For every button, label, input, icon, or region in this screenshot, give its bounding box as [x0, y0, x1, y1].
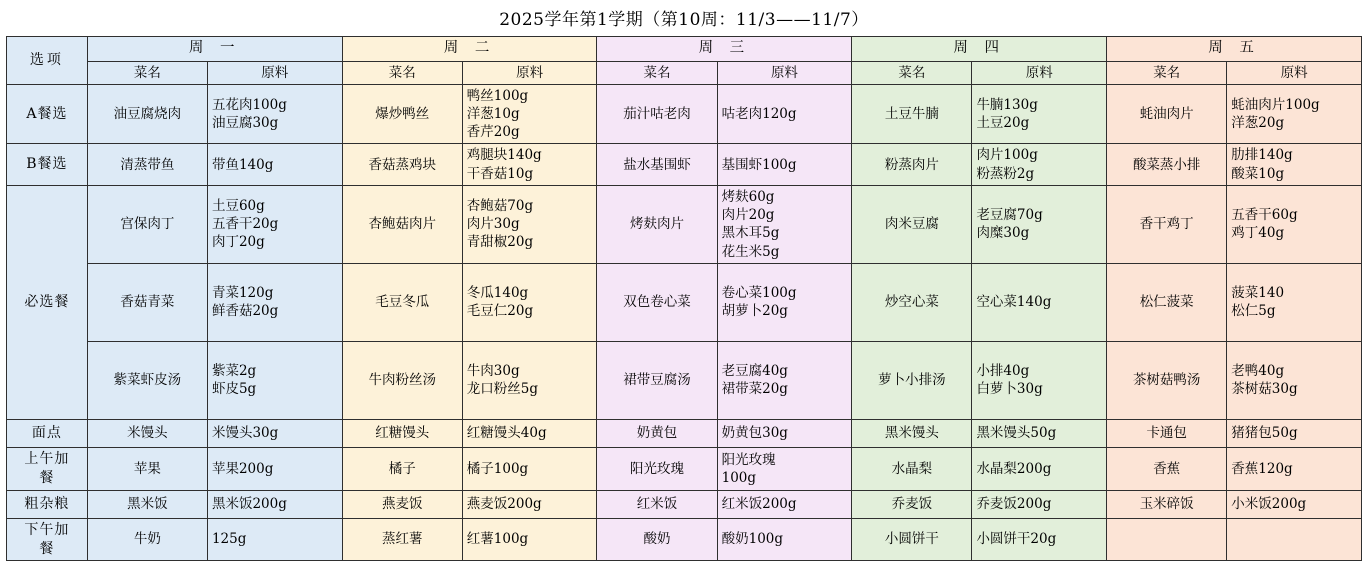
table-row	[7, 144, 1362, 185]
dish-name-cell: 香干鸡丁	[1107, 185, 1227, 263]
ingredient-cell	[1227, 490, 1362, 518]
ingredient-line: 虾皮5g	[211, 381, 257, 398]
ingredient-cell	[717, 419, 852, 447]
ingredient-line: 五花肉100g	[211, 96, 287, 113]
dish-name-cell: 苹果	[87, 447, 207, 490]
ingredient-cell	[1227, 84, 1362, 144]
ingredient-cell	[1227, 263, 1362, 341]
ingredient-cell	[717, 341, 852, 419]
dish-name-cell: 香菇蒸鸡块	[342, 144, 462, 185]
ingredient-cell	[717, 185, 852, 263]
ingredient-subheader-1: 原料	[207, 61, 342, 84]
dish-name-cell: 红米饭	[597, 490, 717, 518]
ingredient-cell	[462, 419, 597, 447]
ingredient-line: 肋排140g	[1231, 147, 1293, 164]
dish-subheader-4: 菜名	[852, 61, 972, 84]
ingredient-line: 洋葱20g	[1231, 115, 1285, 132]
ingredient-cell	[972, 447, 1107, 490]
dish-name-cell: 橘子	[342, 447, 462, 490]
ingredient-line: 白萝卜30g	[976, 381, 1043, 398]
ingredient-line: 牛肉30g	[466, 363, 520, 380]
dish-name-cell: 燕麦饭	[342, 490, 462, 518]
dish-name-cell: 松仁菠菜	[1107, 263, 1227, 341]
ingredient-line: 老豆腐40g	[721, 363, 788, 380]
ingredient-line: 肉丁20g	[211, 234, 265, 251]
ingredient-subheader-4: 原料	[972, 61, 1107, 84]
ingredient-cell	[1227, 185, 1362, 263]
dish-subheader-3: 菜名	[597, 61, 717, 84]
ingredient-line: 红米饭200g	[721, 496, 797, 513]
ingredient-line: 卷心菜100g	[721, 285, 797, 302]
ingredient-line: 胡萝卜20g	[721, 303, 788, 320]
row-label-line: 上午加	[24, 450, 70, 467]
page-title: 2025学年第1学期（第10周：11/3——11/7）	[499, 10, 869, 30]
dish-subheader-2: 菜名	[342, 61, 462, 84]
ingredient-cell	[207, 185, 342, 263]
ingredient-line: 乔麦饭200g	[976, 496, 1052, 513]
dish-name-cell: 蒸红薯	[342, 518, 462, 561]
ingredient-line: 肉片20g	[721, 207, 775, 224]
dish-subheader-5: 菜名	[1107, 61, 1227, 84]
ingredient-cell	[462, 447, 597, 490]
ingredient-line: 黑米饭200g	[211, 496, 287, 513]
table-row	[7, 447, 1362, 490]
row-label-line: 下午加	[24, 521, 70, 538]
ingredient-line: 苹果200g	[211, 460, 274, 477]
row-label: B餐选	[7, 144, 88, 185]
ingredient-line: 橘子100g	[466, 460, 529, 477]
ingredient-line: 奶黄包30g	[721, 425, 788, 442]
ingredient-cell	[462, 490, 597, 518]
ingredient-line: 空心菜140g	[976, 294, 1052, 311]
ingredient-line: 红薯100g	[466, 531, 529, 548]
dish-name-cell: 牛奶	[87, 518, 207, 561]
table-row	[7, 490, 1362, 518]
table-row	[7, 518, 1362, 561]
ingredient-line: 茶树菇30g	[1231, 381, 1298, 398]
dish-name-cell: 油豆腐烧肉	[87, 84, 207, 144]
ingredient-cell	[462, 144, 597, 185]
dish-name-cell: 牛肉粉丝汤	[342, 341, 462, 419]
ingredient-line: 肉糜30g	[976, 225, 1030, 242]
ingredient-line: 黑米馒头50g	[976, 425, 1057, 442]
ingredient-line: 鲜香菇20g	[211, 303, 279, 320]
row-label: 粗杂粮	[7, 490, 88, 518]
ingredient-cell	[462, 185, 597, 263]
ingredient-line: 香蕉120g	[1231, 460, 1293, 477]
dish-name-cell: 茄汁咕老肉	[597, 84, 717, 144]
ingredient-cell	[207, 490, 342, 518]
dish-name-cell: 蚝油肉片	[1107, 84, 1227, 144]
ingredient-line: 小排40g	[976, 363, 1030, 380]
ingredient-line: 洋葱10g	[466, 106, 520, 122]
ingredient-cell	[972, 263, 1107, 341]
dish-name-cell: 双色卷心菜	[597, 263, 717, 341]
ingredient-cell	[207, 419, 342, 447]
ingredient-line: 鸡丁40g	[1231, 225, 1285, 242]
ingredient-line: 老鸭40g	[1231, 363, 1285, 380]
dish-name-cell: 卡通包	[1107, 419, 1227, 447]
ingredient-line: 冬瓜140g	[466, 285, 529, 302]
ingredient-line: 鸡腿块140g	[466, 147, 542, 164]
ingredient-line: 肉片100g	[976, 147, 1038, 164]
ingredient-cell	[207, 518, 342, 561]
ingredient-line: 裙带菜20g	[721, 381, 788, 398]
table-row	[7, 185, 1362, 263]
ingredient-line: 酸菜10g	[1231, 165, 1285, 182]
dish-name-cell: 宫保肉丁	[87, 185, 207, 263]
ingredient-cell	[972, 419, 1107, 447]
dish-name-cell: 黑米馒头	[852, 419, 972, 447]
ingredient-line: 鸭丝100g	[466, 87, 529, 104]
ingredient-cell	[972, 490, 1107, 518]
dish-name-cell: 紫菜虾皮汤	[87, 341, 207, 419]
ingredient-cell	[717, 144, 852, 185]
ingredient-line: 花生米5g	[721, 243, 780, 260]
ingredient-cell	[1227, 518, 1362, 561]
ingredient-line: 酸奶100g	[721, 531, 784, 548]
ingredient-line: 五香干60g	[1231, 207, 1298, 224]
ingredient-cell	[717, 263, 852, 341]
ingredient-line: 紫菜2g	[211, 363, 257, 380]
dish-name-cell: 玉米碎饭	[1107, 490, 1227, 518]
dish-name-cell: 香蕉	[1107, 447, 1227, 490]
ingredient-line: 土豆60g	[211, 198, 265, 215]
row-label: A餐选	[7, 84, 88, 144]
dish-name-cell: 萝卜小排汤	[852, 341, 972, 419]
day-header-5: 周 五	[1107, 37, 1362, 62]
dish-name-cell: 爆炒鸭丝	[342, 84, 462, 144]
dish-name-cell: 毛豆冬瓜	[342, 263, 462, 341]
table-row	[7, 84, 1362, 144]
dish-name-cell: 小圆饼干	[852, 518, 972, 561]
dish-name-cell: 清蒸带鱼	[87, 144, 207, 185]
dish-name-cell: 土豆牛腩	[852, 84, 972, 144]
ingredient-line: 小米饭200g	[1231, 496, 1307, 513]
ingredient-cell	[207, 84, 342, 144]
ingredient-line: 咕老肉120g	[721, 106, 797, 122]
day-header-1: 周 一	[87, 37, 342, 62]
table-row	[7, 263, 1362, 341]
ingredient-line: 毛豆仁20g	[466, 303, 534, 320]
ingredient-line: 菠菜140	[1231, 285, 1285, 302]
ingredient-line: 油豆腐30g	[211, 115, 279, 132]
ingredient-cell	[207, 341, 342, 419]
dish-name-cell: 烤麸肉片	[597, 185, 717, 263]
dish-name-cell: 杏鲍菇肉片	[342, 185, 462, 263]
dish-name-cell: 酸奶	[597, 518, 717, 561]
ingredient-cell	[717, 518, 852, 561]
table-row	[7, 341, 1362, 419]
ingredient-line: 蚝油肉片100g	[1231, 96, 1320, 113]
ingredient-line: 五香干20g	[211, 216, 279, 233]
ingredient-line: 肉片30g	[466, 216, 520, 233]
ingredient-line: 带鱼140g	[211, 156, 274, 173]
ingredient-line: 干香菇10g	[466, 165, 534, 182]
dish-name-cell: 炒空心菜	[852, 263, 972, 341]
ingredient-line: 100g	[721, 469, 757, 486]
row-label-line: 餐	[39, 469, 55, 486]
dish-name-cell: 米馒头	[87, 419, 207, 447]
weekly-menu-table	[6, 36, 1362, 561]
dish-name-cell: 茶树菇鸭汤	[1107, 341, 1227, 419]
table-row	[7, 419, 1362, 447]
ingredient-cell	[462, 518, 597, 561]
ingredient-subheader-2: 原料	[462, 61, 597, 84]
dish-name-cell: 香菇青菜	[87, 263, 207, 341]
day-header-4: 周 四	[852, 37, 1107, 62]
ingredient-line: 牛腩130g	[976, 96, 1038, 113]
ingredient-line: 阳光玫瑰	[721, 451, 776, 468]
dish-name-cell: 肉米豆腐	[852, 185, 972, 263]
ingredient-line: 米馒头30g	[211, 425, 279, 442]
ingredient-subheader-5: 原料	[1227, 61, 1362, 84]
ingredient-cell	[1227, 419, 1362, 447]
ingredient-line: 燕麦饭200g	[466, 496, 542, 513]
ingredient-cell	[207, 263, 342, 341]
ingredient-cell	[462, 263, 597, 341]
ingredient-cell	[207, 144, 342, 185]
dish-subheader-1: 菜名	[87, 61, 207, 84]
dish-name-cell: 水晶梨	[852, 447, 972, 490]
dish-name-cell: 盐水基围虾	[597, 144, 717, 185]
row-label-line: 餐	[39, 540, 55, 557]
dish-name-cell: 红糖馒头	[342, 419, 462, 447]
dish-name-cell: 酸菜蒸小排	[1107, 144, 1227, 185]
ingredient-cell	[1227, 341, 1362, 419]
dish-name-cell: 阳光玫瑰	[597, 447, 717, 490]
dish-name-cell: 黑米饭	[87, 490, 207, 518]
ingredient-line: 青菜120g	[211, 285, 274, 302]
ingredient-line: 基围虾100g	[721, 156, 797, 173]
ingredient-cell	[207, 447, 342, 490]
ingredient-line: 黑木耳5g	[721, 225, 780, 242]
dish-name-cell	[1107, 518, 1227, 561]
ingredient-cell	[972, 341, 1107, 419]
ingredient-cell	[1227, 447, 1362, 490]
ingredient-line: 水晶梨200g	[976, 460, 1052, 477]
dish-name-cell: 粉蒸肉片	[852, 144, 972, 185]
ingredient-cell	[717, 490, 852, 518]
ingredient-line: 松仁5g	[1231, 303, 1276, 320]
ingredient-line: 粉蒸粉2g	[976, 165, 1035, 182]
ingredient-line: 125g	[211, 531, 247, 548]
ingredient-line: 烤麸60g	[721, 188, 775, 205]
ingredient-line: 青甜椒20g	[466, 234, 534, 251]
option-column-header: 选项	[7, 37, 88, 85]
ingredient-cell	[462, 341, 597, 419]
ingredient-cell	[1227, 144, 1362, 185]
dish-name-cell: 乔麦饭	[852, 490, 972, 518]
ingredient-line: 猪猪包50g	[1231, 425, 1298, 442]
ingredient-cell	[972, 518, 1107, 561]
ingredient-line: 杏鲍菇70g	[466, 198, 534, 215]
ingredient-line: 龙口粉丝5g	[466, 381, 539, 398]
ingredient-line: 香芹20g	[466, 124, 520, 141]
ingredient-cell	[462, 84, 597, 144]
row-label	[7, 447, 88, 490]
dish-name-cell: 裙带豆腐汤	[597, 341, 717, 419]
ingredient-line: 小圆饼干20g	[976, 531, 1057, 548]
ingredient-cell	[972, 185, 1107, 263]
row-label	[7, 518, 88, 561]
ingredient-line: 老豆腐70g	[976, 207, 1043, 224]
ingredient-line: 红糖馒头40g	[466, 425, 547, 442]
row-label: 必选餐	[7, 185, 88, 419]
ingredient-subheader-3: 原料	[717, 61, 852, 84]
ingredient-line: 土豆20g	[976, 115, 1030, 132]
ingredient-cell	[972, 84, 1107, 144]
dish-name-cell: 奶黄包	[597, 419, 717, 447]
day-header-3: 周 三	[597, 37, 852, 62]
ingredient-cell	[972, 144, 1107, 185]
row-label: 面点	[7, 419, 88, 447]
ingredient-cell	[717, 447, 852, 490]
day-header-2: 周 二	[342, 37, 597, 62]
ingredient-cell	[717, 84, 852, 144]
